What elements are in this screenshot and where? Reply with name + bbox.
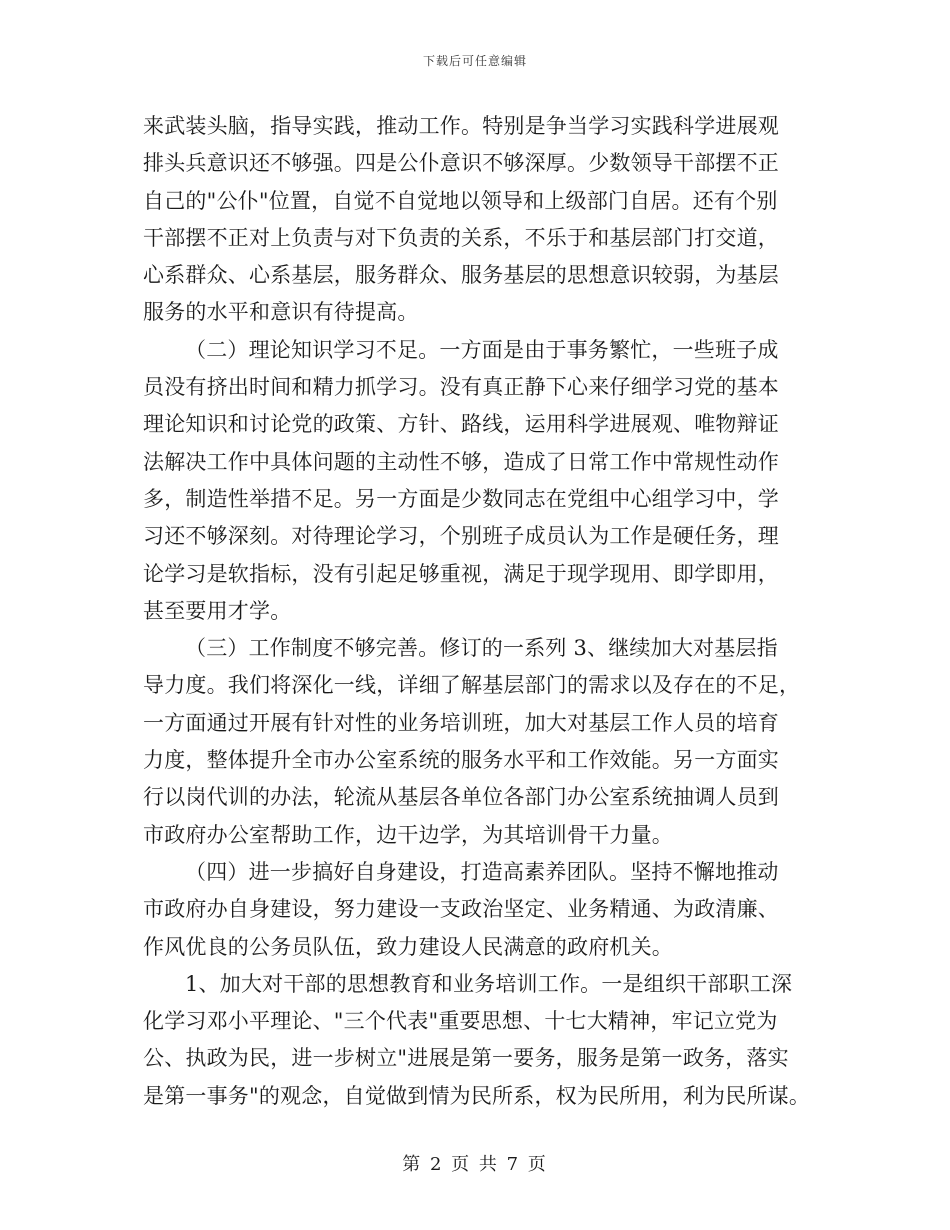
text-line: 作风优良的公务员队伍，致力建设人民满意的政府机关。 (143, 934, 673, 959)
text-line: 来武装头脑，指导实践，推动工作。特别是争当学习实践科学进展观 (143, 114, 779, 138)
text-line: 干部摆不正对上负责与对下负责的关系，不乐于和基层部门打交道， (143, 225, 779, 250)
document-body (143, 108, 823, 1115)
text-line: 甚至要用才学。 (143, 598, 292, 623)
text-line: 力度，整体提升全市办公室系统的服务水平和工作效能。另一方面实 (143, 748, 779, 773)
text-line: 服务的水平和意识有待提高。 (143, 300, 419, 325)
text-line: 论学习是软指标，没有引起足够重视，满足于现学现用、即学即用， (143, 561, 779, 586)
text-line: 自己的"公仆"位置，自觉不自觉地以领导和上级部门自居。还有个别 (143, 188, 778, 213)
page-number: 第 2 页 共 7 页 (402, 1154, 548, 1175)
text-line: 心系群众、心系基层，服务群众、服务基层的思想意识较弱，为基层 (143, 263, 779, 288)
text-line: 法解决工作中具体问题的主动性不够，造成了日常工作中常规性动作 (143, 449, 779, 474)
text-line: 员没有挤出时间和精力抓学习。没有真正静下心来仔细学习党的基本 (143, 375, 779, 400)
text-line: 导力度。我们将深化一线，详细了解基层部门的需求以及存在的不足， (143, 673, 801, 698)
text-line: 多，制造性举措不足。另一方面是少数同志在党组中心组学习中，学 (143, 486, 779, 511)
text-line: （四）进一步搞好自身建设，打造高素养团队。坚持不懈地推动 (185, 859, 779, 884)
text-line: 行以岗代训的办法，轮流从基层各单位各部门办公室系统抽调人员到 (143, 785, 779, 810)
text-line: 习还不够深刻。对待理论学习，个别班子成员认为工作是硬任务，理 (143, 524, 779, 549)
text-line: 化学习邓小平理论、"三个代表"重要思想、十七大精神，牢记立党为 (143, 1009, 778, 1034)
text-line: （三）工作制度不够完善。修订的一系列 3、继续加大对基层指 (185, 636, 778, 661)
text-line: 公、执政为民，进一步树立"进展是第一要务，服务是第一政务，落实 (143, 1046, 789, 1071)
text-line: 理论知识和讨论党的政策、方针、路线，运用科学进展观、唯物辩证 (143, 412, 779, 437)
text-line: （二）理论知识学习不足。一方面是由于事务繁忙，一些班子成 (185, 337, 779, 362)
text-line: 市政府办公室帮助工作，边干边学，为其培训骨干力量。 (143, 822, 673, 847)
text-line: 1、加大对干部的思想教育和业务培训工作。一是组织干部职工深 (185, 971, 793, 996)
text-line: 是第一事务"的观念，自觉做到情为民所系，权为民所用，利为民所谋。 (143, 1083, 811, 1108)
page-header: 下载后可任意编辑 (422, 54, 527, 68)
text-line: 市政府办自身建设，努力建设一支政治坚定、业务精通、为政清廉、 (143, 897, 779, 922)
text-line: 排头兵意识还不够强。四是公仆意识不够深厚。少数领导干部摆不正 (143, 151, 779, 176)
text-line: 一方面通过开展有针对性的业务培训班，加大对基层工作人员的培育 (143, 710, 779, 735)
